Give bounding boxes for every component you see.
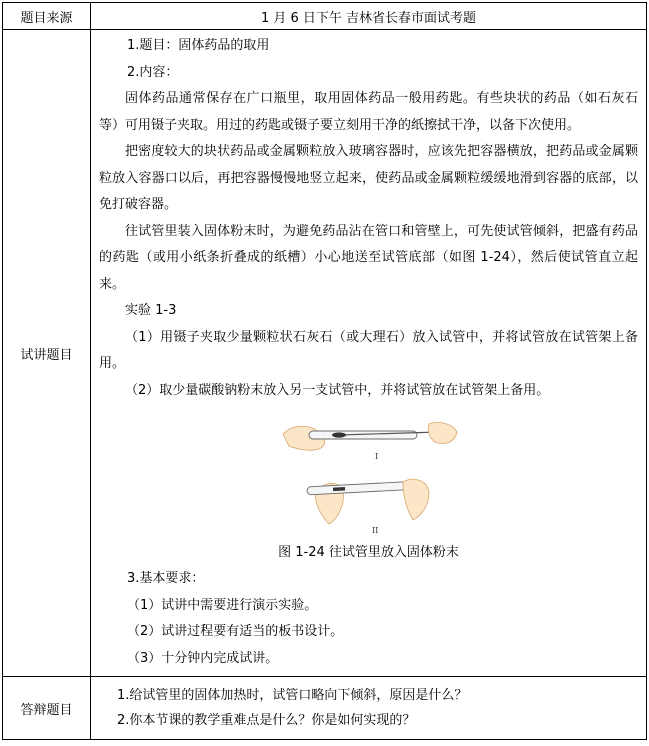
source-label: 题目来源 bbox=[3, 3, 91, 30]
paragraph-2: 把密度较大的块状药品或金属颗粒放入玻璃容器时，应该先把容器横放，把药品或金属颗粒放入容器口以后，再把容器慢慢地竖立起来，使药品或金属颗粒缓缓地滑到容器的底部，以免打破容器。 bbox=[99, 144, 638, 212]
requirement-3: （3）十分钟内完成试讲。 bbox=[127, 650, 279, 666]
lecture-label: 试讲题目 bbox=[3, 30, 91, 677]
lecture-row bbox=[3, 30, 647, 677]
label-part-2: II bbox=[371, 526, 378, 535]
test-tube-shape bbox=[309, 431, 417, 439]
paragraph-3: 往试管里装入固体粉末时，为避免药品沾在管口和管壁上，可先使试管倾斜，把盛有药品的药匙（或用小纸条折叠成的纸槽）小心地送至试管底部（如图 1-24），然后使试管直立起来。 bbox=[99, 223, 638, 292]
source-value: 1 月 6 日下午 吉林省长春市面试考题 bbox=[91, 3, 647, 30]
right-hand-shape bbox=[428, 422, 457, 443]
defense-question-2: 2.你本节课的教学重难点是什么？你是如何实现的？ bbox=[117, 713, 416, 728]
defense-row bbox=[3, 677, 647, 740]
header-row bbox=[3, 3, 647, 30]
figure-test-tube bbox=[99, 404, 638, 566]
requirement-2: （2）试讲过程要有适当的板书设计。 bbox=[127, 624, 344, 639]
content-heading: 2.内容： bbox=[127, 64, 179, 80]
exam-table bbox=[2, 2, 647, 740]
experiment-step-2: （2）取少量碳酸钠粉末放入另一支试管中，并将试管放在试管架上备用。 bbox=[125, 382, 550, 398]
powder-on-spoon bbox=[332, 432, 346, 437]
powder-in-tube bbox=[332, 487, 344, 491]
requirements-heading: 3.基本要求： bbox=[127, 571, 205, 586]
figure-caption: 图 1-24 往试管里放入固体粉末 bbox=[278, 545, 459, 560]
illustration-part-1 bbox=[283, 422, 457, 461]
defense-content bbox=[91, 677, 647, 740]
test-tube-illustration bbox=[279, 412, 459, 538]
paragraph-1: 固体药品通常保存在广口瓶里，取用固体药品一般用药匙。有些块状的药品（如石灰石等）可用镊子夹取。用过的药匙或镊子要立刻用干净的纸擦拭干净，以备下次使用。 bbox=[99, 91, 638, 133]
illustration-part-2 bbox=[306, 479, 428, 535]
defense-label: 答辩题目 bbox=[3, 677, 91, 740]
right-hand-lower-shape bbox=[403, 479, 429, 520]
lecture-content bbox=[91, 30, 647, 677]
experiment-title: 实验 1-3 bbox=[125, 303, 177, 318]
lecture-title: 1.题目：固体药品的取用 bbox=[127, 38, 270, 53]
test-tube-lower-shape bbox=[306, 481, 418, 495]
experiment-step-1: （1）用镊子夹取少量颗粒状石灰石（或大理石）放入试管中，并将试管放在试管架上备用。 bbox=[99, 329, 638, 371]
label-part-1: I bbox=[374, 452, 378, 461]
requirement-1: （1）试讲中需要进行演示实验。 bbox=[127, 597, 318, 613]
defense-question-1: 1.给试管里的固体加热时，试管口略向下倾斜，原因是什么？ bbox=[117, 688, 468, 703]
